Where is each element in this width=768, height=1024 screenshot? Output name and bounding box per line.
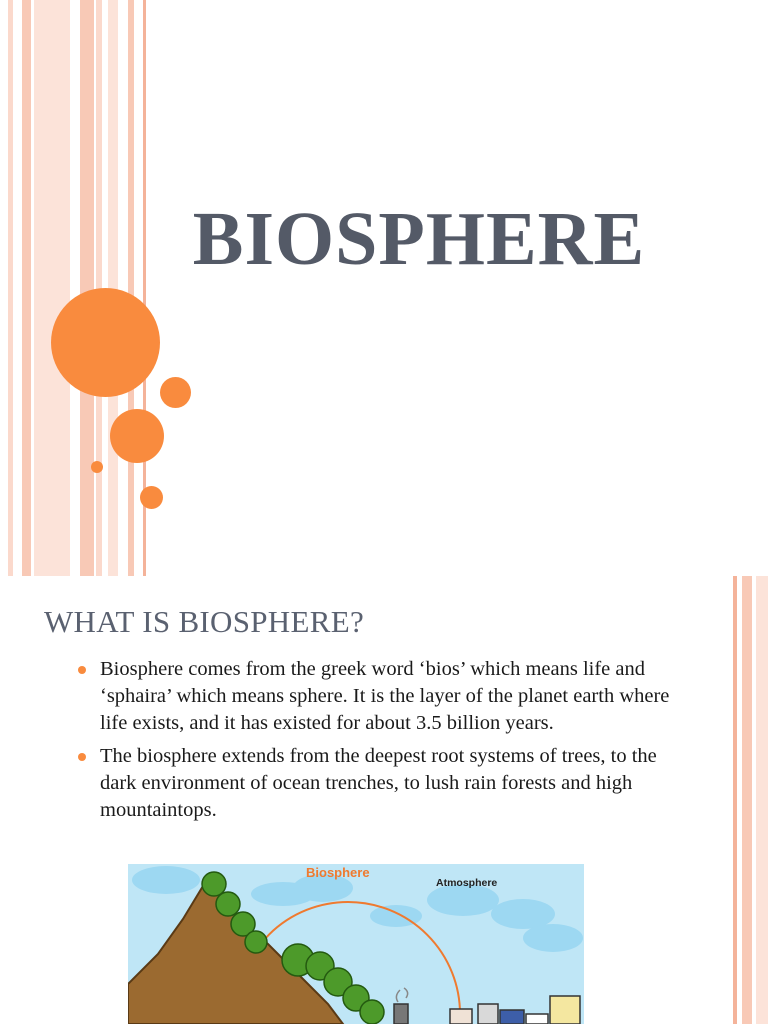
decorative-circle: [110, 409, 164, 463]
list-item: [78, 656, 678, 737]
decorative-circle: [160, 377, 191, 408]
decorative-circle: [140, 486, 163, 509]
decorative-stripe: [733, 576, 737, 1024]
buildings-icon: [394, 996, 580, 1024]
slide-heading: WHAT IS BIOSPHERE?: [44, 604, 365, 639]
diagram-label-biosphere: Biosphere: [306, 865, 370, 880]
bullet-list: [78, 656, 678, 830]
decorative-stripe: [22, 0, 31, 576]
smoke-icon: [396, 988, 407, 1002]
biosphere-illustration: [128, 864, 584, 1024]
content-slide: [0, 576, 768, 1024]
decorative-stripe: [742, 576, 752, 1024]
decorative-stripe: [128, 0, 134, 576]
list-item: [78, 743, 678, 824]
decorative-stripe: [80, 0, 94, 576]
decorative-stripe: [756, 576, 768, 1024]
decorative-stripe: [8, 0, 13, 576]
diagram-label-atmosphere: Atmosphere: [436, 877, 498, 889]
decorative-circle-small: [91, 461, 103, 473]
bullet-text: Biosphere comes from the greek word ‘bios’ which means life and ‘sphaira’ which means sphere. It is the layer of the planet earth where life exists, and it has existed for about 3.5 billion years.: [100, 658, 670, 734]
slide-title: BIOSPHERE: [192, 197, 646, 281]
decorative-circle-large: [51, 288, 160, 397]
bullet-icon: [78, 666, 86, 674]
decorative-stripe: [34, 0, 70, 576]
bullet-icon: [78, 753, 86, 761]
bullet-text: The biosphere extends from the deepest root systems of trees, to the dark environment of ocean trenches, to lush rain forests and high mountaintops.: [100, 745, 657, 821]
